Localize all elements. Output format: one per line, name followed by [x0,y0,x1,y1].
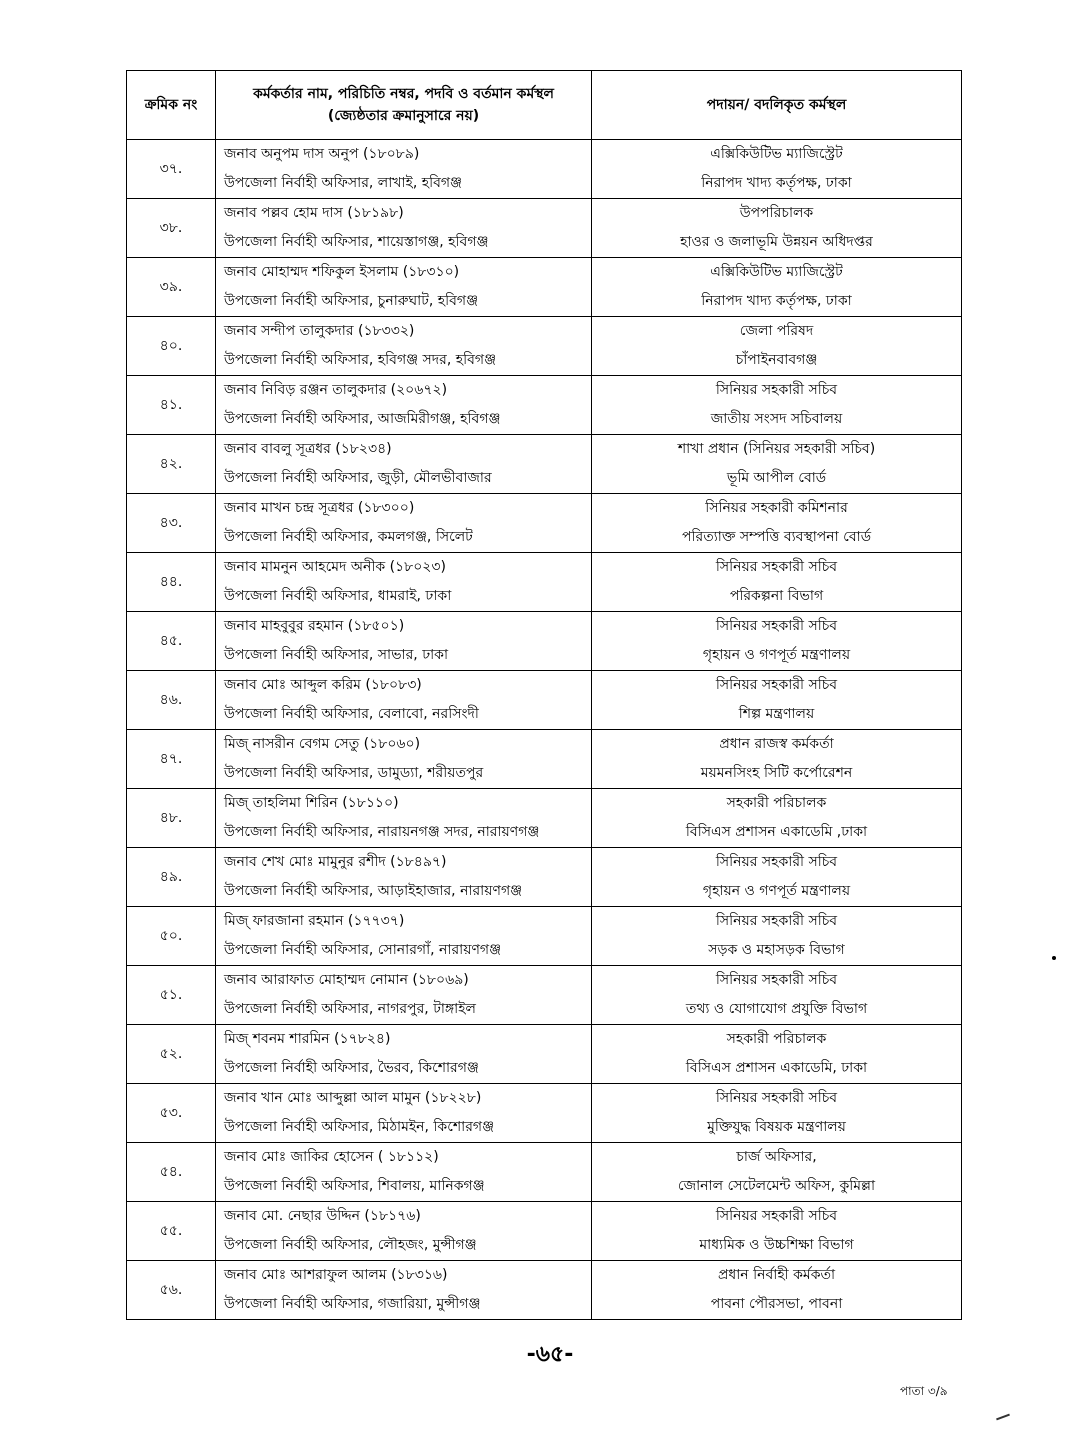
officer-cell [216,907,592,966]
serial-number: ৫১. [127,966,216,1025]
officer-cell [216,1261,592,1320]
posting-cell [592,258,962,317]
current-workplace: উপজেলা নির্বাহী অফিসার, ভৈরব, কিশোরগঞ্জ [224,1060,479,1076]
current-workplace: উপজেলা নির্বাহী অফিসার, কমলগঞ্জ, সিলেট [224,529,473,545]
table-row [127,1143,962,1202]
posting-office: ময়মনসিংহ সিটি কর্পোরেশন [700,765,853,781]
posting-designation: উপপরিচালক [739,205,814,221]
posting-office: শিল্প মন্ত্রণালয় [738,706,815,722]
page-mark: -৬৫- [526,1342,574,1367]
table-header-row [127,71,962,140]
posting-cell [592,1025,962,1084]
posting-cell [592,494,962,553]
header-officer-line1: কর্মকর্তার নাম, পরিচিতি নম্বর, পদবি ও বর্তমান কর্মস্থল [253,86,554,102]
serial-number: ৫৩. [127,1084,216,1143]
table-row [127,317,962,376]
officer-name: জনাব সন্দীপ তালুকদার (১৮৩৩২) [224,323,415,339]
posting-designation: প্রধান নির্বাহী কর্মকর্তা [717,1267,836,1283]
posting-cell [592,435,962,494]
officer-name: জনাব আরাফাত মোহাম্মদ নোমান (১৮০৬৯) [224,972,469,988]
posting-designation: জেলা পরিষদ [739,323,814,339]
posting-office: জোনাল সেটেলমেন্ট অফিস, কুমিল্লা [677,1178,876,1194]
posting-designation: সিনিয়র সহকারী সচিব [715,1208,838,1224]
posting-designation: সিনিয়র সহকারী সচিব [715,382,838,398]
table-body [127,140,962,1320]
officer-cell [216,258,592,317]
officer-name: জনাব মাখন চন্দ্র সূত্রধর (১৮৩০০) [224,500,415,516]
current-workplace: উপজেলা নির্বাহী অফিসার, নাগরপুর, টাঙ্গাইল [224,1001,476,1017]
header-serial: ক্রমিক নং [127,71,216,140]
posting-office: পরিকল্পনা বিভাগ [729,588,824,604]
officer-cell [216,199,592,258]
officer-cell [216,966,592,1025]
current-workplace: উপজেলা নির্বাহী অফিসার, আজমিরীগঞ্জ, হবিগঞ্জ [224,411,501,427]
serial-number: ৩৮. [127,199,216,258]
officer-name: জনাব মোঃ জাকির হোসেন ( ১৮১১২) [224,1149,439,1165]
current-workplace: উপজেলা নির্বাহী অফিসার, চুনারুঘাট, হবিগঞ্জ [224,293,479,309]
table-row [127,258,962,317]
table-row [127,1084,962,1143]
serial-number: ৪৪. [127,553,216,612]
officer-cell [216,848,592,907]
serial-number: ৪৭. [127,730,216,789]
current-workplace: উপজেলা নির্বাহী অফিসার, নারায়নগঞ্জ সদর, নারায়ণগঞ্জ [224,824,540,840]
posting-cell [592,1202,962,1261]
officer-name: জনাব মোঃ আশরাফুল আলম (১৮৩১৬) [224,1267,448,1283]
officer-name: জনাব মোহাম্মদ শফিকুল ইসলাম (১৮৩১০) [224,264,460,280]
officer-cell [216,612,592,671]
posting-office: সড়ক ও মহাসড়ক বিভাগ [708,942,845,958]
officer-name: জনাব শেখ মোঃ মামুনুর রশীদ (১৮৪৯৭) [224,854,447,870]
officer-name: জনাব মো. নেছার উদ্দিন (১৮১৭৬) [224,1208,421,1224]
posting-office: গৃহায়ন ও গণপূর্ত মন্ত্রণালয় [702,647,851,663]
current-workplace: উপজেলা নির্বাহী অফিসার, শায়েস্তাগঞ্জ, হবিগঞ্জ [224,234,489,250]
serial-number: ৪৩. [127,494,216,553]
current-workplace: উপজেলা নির্বাহী অফিসার, শিবালয়, মানিকগঞ্জ [224,1178,485,1194]
posting-designation: সিনিয়র সহকারী সচিব [715,677,838,693]
serial-number: ৪৫. [127,612,216,671]
table-row [127,966,962,1025]
officer-name: জনাব খান মোঃ আব্দুল্লা আল মামুন (১৮২২৮) [224,1090,482,1106]
serial-number: ৩৯. [127,258,216,317]
officer-cell [216,140,592,199]
table-row [127,1261,962,1320]
table-row [127,789,962,848]
officer-cell [216,435,592,494]
posting-cell [592,730,962,789]
officer-cell [216,1202,592,1261]
table-row [127,1202,962,1261]
current-workplace: উপজেলা নির্বাহী অফিসার, বেলাবো, নরসিংদী [224,706,479,722]
current-workplace: উপজেলা নির্বাহী অফিসার, ধামরাই, ঢাকা [224,588,452,604]
officer-cell [216,1084,592,1143]
header-officer-line2: (জ্যেষ্ঠতার ক্রমানুসারে নয়) [327,108,480,124]
current-workplace: উপজেলা নির্বাহী অফিসার, লৌহজং, মুন্সীগঞ্জ [224,1237,477,1253]
posting-table [126,70,962,1320]
table-row [127,376,962,435]
officer-cell [216,1025,592,1084]
posting-cell [592,612,962,671]
officer-cell [216,376,592,435]
posting-cell [592,907,962,966]
current-workplace: উপজেলা নির্বাহী অফিসার, জুড়ী, মৌলভীবাজার [224,470,492,486]
table-row [127,671,962,730]
posting-designation: সিনিয়র সহকারী সচিব [715,972,838,988]
current-workplace: উপজেলা নির্বাহী অফিসার, হবিগঞ্জ সদর, হবিগঞ্জ [224,352,497,368]
posting-designation: সিনিয়র সহকারী সচিব [715,559,838,575]
posting-designation: চার্জ অফিসার, [736,1149,817,1165]
posting-cell [592,1261,962,1320]
table-row [127,140,962,199]
table-row [127,435,962,494]
serial-number: ৪০. [127,317,216,376]
posting-office: হাওর ও জলাভূমি উন্নয়ন অধিদপ্তর [680,234,873,250]
posting-cell [592,789,962,848]
current-workplace: উপজেলা নির্বাহী অফিসার, সাভার, ঢাকা [224,647,449,663]
officer-name: জনাব বাবলু সূত্রধর (১৮২৩৪) [224,441,392,457]
posting-cell [592,1143,962,1202]
officer-cell [216,671,592,730]
posting-designation: সহকারী পরিচালক [726,1031,827,1047]
posting-office: মাধ্যমিক ও উচ্চশিক্ষা বিভাগ [699,1237,854,1253]
current-workplace: উপজেলা নির্বাহী অফিসার, সোনারগাঁ, নারায়ণগঞ্জ [224,942,502,958]
posting-office: চাঁপাইনবাবগঞ্জ [735,352,818,368]
table-row [127,494,962,553]
posting-designation: সিনিয়র সহকারী সচিব [715,618,838,634]
posting-office: বিসিএস প্রশাসন একাডেমি ,ঢাকা [685,824,868,840]
posting-cell [592,1084,962,1143]
table-row [127,553,962,612]
serial-number: ৫৬. [127,1261,216,1320]
current-workplace: উপজেলা নির্বাহী অফিসার, মিঠামইন, কিশোরগঞ্জ [224,1119,495,1135]
officer-name: জনাব মামনুন আহমেদ অনীক (১৮০২৩) [224,559,446,575]
corner-pen-mark [996,1414,1010,1421]
posting-cell [592,966,962,1025]
posting-cell [592,317,962,376]
posting-designation: শাখা প্রধান (সিনিয়র সহকারী সচিব) [677,441,876,457]
officer-name: মিজ্ ফারজানা রহমান (১৭৭৩৭) [224,913,405,929]
posting-cell [592,848,962,907]
posting-office: গৃহায়ন ও গণপূর্ত মন্ত্রণালয় [702,883,851,899]
posting-office: জাতীয় সংসদ সচিবালয় [710,411,843,427]
table-row [127,848,962,907]
posting-office: পরিত্যাক্ত সম্পত্তি ব্যবস্থাপনা বোর্ড [682,529,871,545]
current-workplace: উপজেলা নির্বাহী অফিসার, ডামুড্যা, শরীয়তপুর [224,765,484,781]
table-row [127,907,962,966]
serial-number: ৫২. [127,1025,216,1084]
table-row [127,612,962,671]
header-posting: পদায়ন/ বদলিকৃত কর্মস্থল [592,71,962,140]
posting-office: তথ্য ও যোগাযোগ প্রযুক্তি বিভাগ [685,1001,868,1017]
serial-number: ৪২. [127,435,216,494]
posting-office: মুক্তিযুদ্ধ বিষয়ক মন্ত্রণালয় [707,1119,846,1135]
posting-cell [592,199,962,258]
posting-designation: সিনিয়র সহকারী সচিব [715,913,838,929]
officer-cell [216,317,592,376]
table-row [127,1025,962,1084]
posting-designation: সিনিয়র সহকারী সচিব [715,854,838,870]
officer-name: মিজ্ শবনম শারমিন (১৭৮২৪) [224,1031,391,1047]
posting-designation: সিনিয়র সহকারী সচিব [715,1090,838,1106]
posting-office: ভূমি আপীল বোর্ড [726,470,827,486]
serial-number: ৪১. [127,376,216,435]
officer-name: জনাব নিবিড় রঞ্জন তালুকদার (২০৬৭২) [224,382,448,398]
officer-name: জনাব অনুপম দাস অনুপ (১৮০৮৯) [224,146,420,162]
posting-cell [592,376,962,435]
header-officer [216,71,592,140]
posting-cell [592,553,962,612]
posting-office: বিসিএস প্রশাসন একাডেমি, ঢাকা [685,1060,868,1076]
scan-dot [1052,956,1056,960]
serial-number: ৩৭. [127,140,216,199]
officer-cell [216,553,592,612]
posting-designation: সহকারী পরিচালক [726,795,827,811]
officer-cell [216,789,592,848]
posting-cell [592,671,962,730]
officer-cell [216,730,592,789]
posting-designation: এক্সিকিউটিভ ম্যাজিস্ট্রেট [710,264,843,280]
posting-office: পাবনা পৌরসভা, পাবনা [710,1296,843,1312]
serial-number: ৫০. [127,907,216,966]
current-workplace: উপজেলা নির্বাহী অফিসার, আড়াইহাজার, নারায়ণগঞ্জ [224,883,523,899]
posting-designation: এক্সিকিউটিভ ম্যাজিস্ট্রেট [710,146,843,162]
officer-name: জনাব পল্লব হোম দাস (১৮১৯৮) [224,205,404,221]
serial-number: ৪৯. [127,848,216,907]
serial-number: ৫৪. [127,1143,216,1202]
page-number: পাতা ৩/৯ [900,1384,948,1398]
serial-number: ৫৫. [127,1202,216,1261]
current-workplace: উপজেলা নির্বাহী অফিসার, গজারিয়া, মুন্সীগঞ্জ [224,1296,481,1312]
posting-office: নিরাপদ খাদ্য কর্তৃপক্ষ, ঢাকা [701,175,852,191]
serial-number: ৪৮. [127,789,216,848]
posting-designation: সিনিয়র সহকারী কমিশনার [705,500,848,516]
posting-designation: প্রধান রাজস্ব কর্মকর্তা [719,736,834,752]
officer-name: জনাব মাহবুবুর রহমান (১৮৫০১) [224,618,405,634]
current-workplace: উপজেলা নির্বাহী অফিসার, লাখাই, হবিগঞ্জ [224,175,463,191]
officer-name: জনাব মোঃ আব্দুল করিম (১৮০৮৩) [224,677,422,693]
officer-cell [216,1143,592,1202]
officer-cell [216,494,592,553]
table-row [127,730,962,789]
posting-cell [592,140,962,199]
officer-name: মিজ্ তাহলিমা শিরিন (১৮১১০) [224,795,399,811]
serial-number: ৪৬. [127,671,216,730]
posting-office: নিরাপদ খাদ্য কর্তৃপক্ষ, ঢাকা [701,293,852,309]
table-row [127,199,962,258]
officer-name: মিজ্ নাসরীন বেগম সেতু (১৮০৬০) [224,736,421,752]
